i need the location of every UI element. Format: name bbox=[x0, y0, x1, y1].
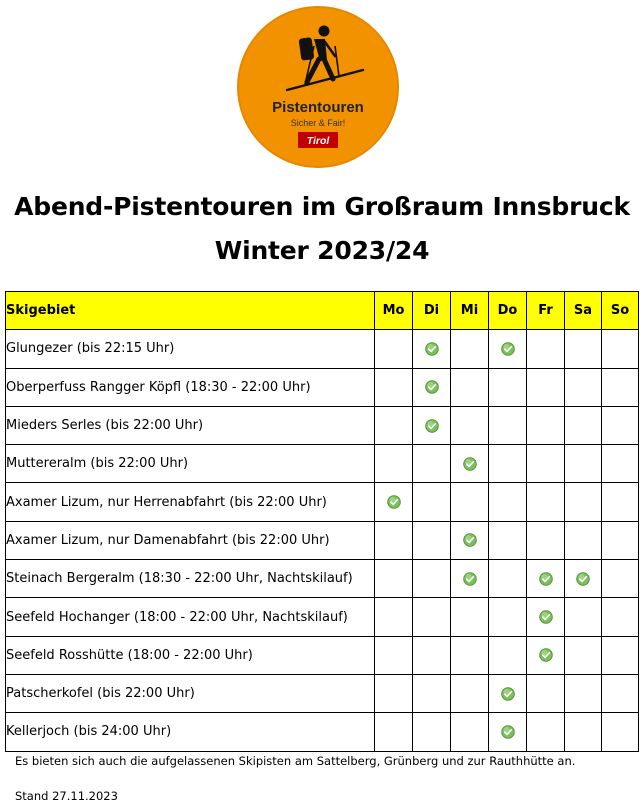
day-cell bbox=[413, 406, 451, 444]
green-check-icon bbox=[425, 418, 439, 433]
day-cell bbox=[565, 445, 602, 483]
day-cell bbox=[451, 483, 489, 521]
day-cell bbox=[602, 445, 639, 483]
green-check-icon bbox=[501, 724, 515, 739]
day-cell bbox=[413, 636, 451, 674]
day-cell bbox=[602, 521, 639, 559]
day-cell bbox=[451, 560, 489, 598]
day-cell bbox=[565, 330, 602, 368]
day-cell bbox=[489, 598, 527, 636]
day-cell bbox=[375, 483, 413, 521]
day-cell bbox=[527, 598, 565, 636]
green-check-icon bbox=[539, 571, 553, 586]
day-cell bbox=[565, 636, 602, 674]
table-header-row bbox=[6, 292, 639, 330]
day-cell bbox=[489, 674, 527, 712]
table-row bbox=[6, 598, 639, 636]
day-cell bbox=[375, 368, 413, 406]
status-date: Stand 27.11.2023 bbox=[15, 789, 118, 803]
day-cell bbox=[527, 445, 565, 483]
ski-area-name: Seefeld Rosshütte (18:00 - 22:00 Uhr) bbox=[6, 636, 375, 674]
day-cell bbox=[489, 483, 527, 521]
day-cell bbox=[527, 636, 565, 674]
column-header-day: Mo bbox=[375, 292, 413, 330]
day-cell bbox=[375, 560, 413, 598]
column-header-day: So bbox=[602, 292, 639, 330]
day-cell bbox=[413, 445, 451, 483]
green-check-icon bbox=[463, 571, 477, 586]
day-cell bbox=[602, 713, 639, 751]
table-row bbox=[6, 560, 639, 598]
day-cell bbox=[527, 406, 565, 444]
green-check-icon bbox=[501, 686, 515, 701]
ski-area-name: Glungezer (bis 22:15 Uhr) bbox=[6, 330, 375, 368]
day-cell bbox=[527, 330, 565, 368]
day-cell bbox=[602, 368, 639, 406]
table-row bbox=[6, 445, 639, 483]
day-cell bbox=[489, 330, 527, 368]
green-check-icon bbox=[539, 610, 553, 625]
day-cell bbox=[565, 674, 602, 712]
table-row bbox=[6, 713, 639, 751]
page-title: Abend-Pistentouren im Großraum Innsbruck bbox=[14, 192, 630, 221]
logo-text-sub: Sicher & Fair! bbox=[290, 118, 346, 128]
green-check-icon bbox=[425, 341, 439, 356]
day-cell bbox=[451, 368, 489, 406]
day-cell bbox=[413, 598, 451, 636]
day-cell bbox=[489, 636, 527, 674]
day-cell bbox=[489, 560, 527, 598]
day-cell bbox=[602, 483, 639, 521]
table-row bbox=[6, 483, 639, 521]
day-cell bbox=[451, 445, 489, 483]
table-body bbox=[6, 330, 639, 751]
table-row bbox=[6, 406, 639, 444]
pistentouren-logo bbox=[235, 4, 401, 170]
green-check-icon bbox=[501, 341, 515, 356]
column-header-day: Di bbox=[413, 292, 451, 330]
day-cell bbox=[527, 483, 565, 521]
day-cell bbox=[451, 330, 489, 368]
day-cell bbox=[602, 330, 639, 368]
day-cell bbox=[375, 598, 413, 636]
table-row bbox=[6, 368, 639, 406]
day-cell bbox=[451, 674, 489, 712]
day-cell bbox=[451, 521, 489, 559]
day-cell bbox=[565, 521, 602, 559]
green-check-icon bbox=[576, 571, 590, 586]
day-cell bbox=[527, 560, 565, 598]
green-check-icon bbox=[425, 380, 439, 395]
day-cell bbox=[451, 406, 489, 444]
day-cell bbox=[413, 674, 451, 712]
day-cell bbox=[565, 598, 602, 636]
day-cell bbox=[375, 445, 413, 483]
day-cell bbox=[565, 483, 602, 521]
ski-area-name: Seefeld Hochanger (18:00 - 22:00 Uhr, Nachtskilauf) bbox=[6, 598, 375, 636]
day-cell bbox=[451, 598, 489, 636]
tirol-badge: Tirol bbox=[306, 135, 330, 147]
logo-text-main: Pistentouren bbox=[272, 99, 364, 116]
ski-area-name: Axamer Lizum, nur Herrenabfahrt (bis 22:00 Uhr) bbox=[6, 483, 375, 521]
table-row bbox=[6, 521, 639, 559]
column-header-skigebiet: Skigebiet bbox=[6, 292, 375, 330]
day-cell bbox=[527, 368, 565, 406]
schedule-table bbox=[5, 291, 639, 752]
day-cell bbox=[375, 406, 413, 444]
day-cell bbox=[489, 713, 527, 751]
day-cell bbox=[375, 674, 413, 712]
green-check-icon bbox=[539, 648, 553, 663]
ski-area-name: Steinach Bergeralm (18:30 - 22:00 Uhr, Nachtskilauf) bbox=[6, 560, 375, 598]
day-cell bbox=[565, 368, 602, 406]
day-cell bbox=[565, 406, 602, 444]
green-check-icon bbox=[463, 456, 477, 471]
column-header-day: Mi bbox=[451, 292, 489, 330]
ski-area-name: Axamer Lizum, nur Damenabfahrt (bis 22:00 Uhr) bbox=[6, 521, 375, 559]
day-cell bbox=[489, 445, 527, 483]
table-row bbox=[6, 330, 639, 368]
day-cell bbox=[602, 598, 639, 636]
day-cell bbox=[451, 636, 489, 674]
ski-area-name: Oberperfuss Rangger Köpfl (18:30 - 22:00 Uhr) bbox=[6, 368, 375, 406]
footnote: Es bieten sich auch die aufgelassenen Skipisten am Sattelberg, Grünberg und zur Rauthhütte an. bbox=[15, 754, 576, 768]
day-cell bbox=[565, 713, 602, 751]
day-cell bbox=[375, 521, 413, 559]
day-cell bbox=[602, 406, 639, 444]
column-header-day: Do bbox=[489, 292, 527, 330]
day-cell bbox=[527, 521, 565, 559]
column-header-day: Sa bbox=[565, 292, 602, 330]
green-check-icon bbox=[463, 533, 477, 548]
day-cell bbox=[489, 368, 527, 406]
green-check-icon bbox=[387, 495, 401, 510]
day-cell bbox=[413, 330, 451, 368]
day-cell bbox=[489, 406, 527, 444]
day-cell bbox=[375, 713, 413, 751]
day-cell bbox=[375, 636, 413, 674]
day-cell bbox=[375, 330, 413, 368]
day-cell bbox=[527, 713, 565, 751]
day-cell bbox=[413, 521, 451, 559]
column-header-day: Fr bbox=[527, 292, 565, 330]
day-cell bbox=[451, 713, 489, 751]
day-cell bbox=[413, 560, 451, 598]
ski-area-name: Patscherkofel (bis 22:00 Uhr) bbox=[6, 674, 375, 712]
table-row bbox=[6, 674, 639, 712]
day-cell bbox=[602, 636, 639, 674]
day-cell bbox=[602, 674, 639, 712]
day-cell bbox=[565, 560, 602, 598]
day-cell bbox=[413, 713, 451, 751]
day-cell bbox=[489, 521, 527, 559]
day-cell bbox=[413, 368, 451, 406]
ski-area-name: Mieders Serles (bis 22:00 Uhr) bbox=[6, 406, 375, 444]
day-cell bbox=[413, 483, 451, 521]
table-row bbox=[6, 636, 639, 674]
day-cell bbox=[527, 674, 565, 712]
day-cell bbox=[602, 560, 639, 598]
ski-area-name: Muttereralm (bis 22:00 Uhr) bbox=[6, 445, 375, 483]
ski-area-name: Kellerjoch (bis 24:00 Uhr) bbox=[6, 713, 375, 751]
page-subtitle: Winter 2023/24 bbox=[214, 236, 430, 265]
